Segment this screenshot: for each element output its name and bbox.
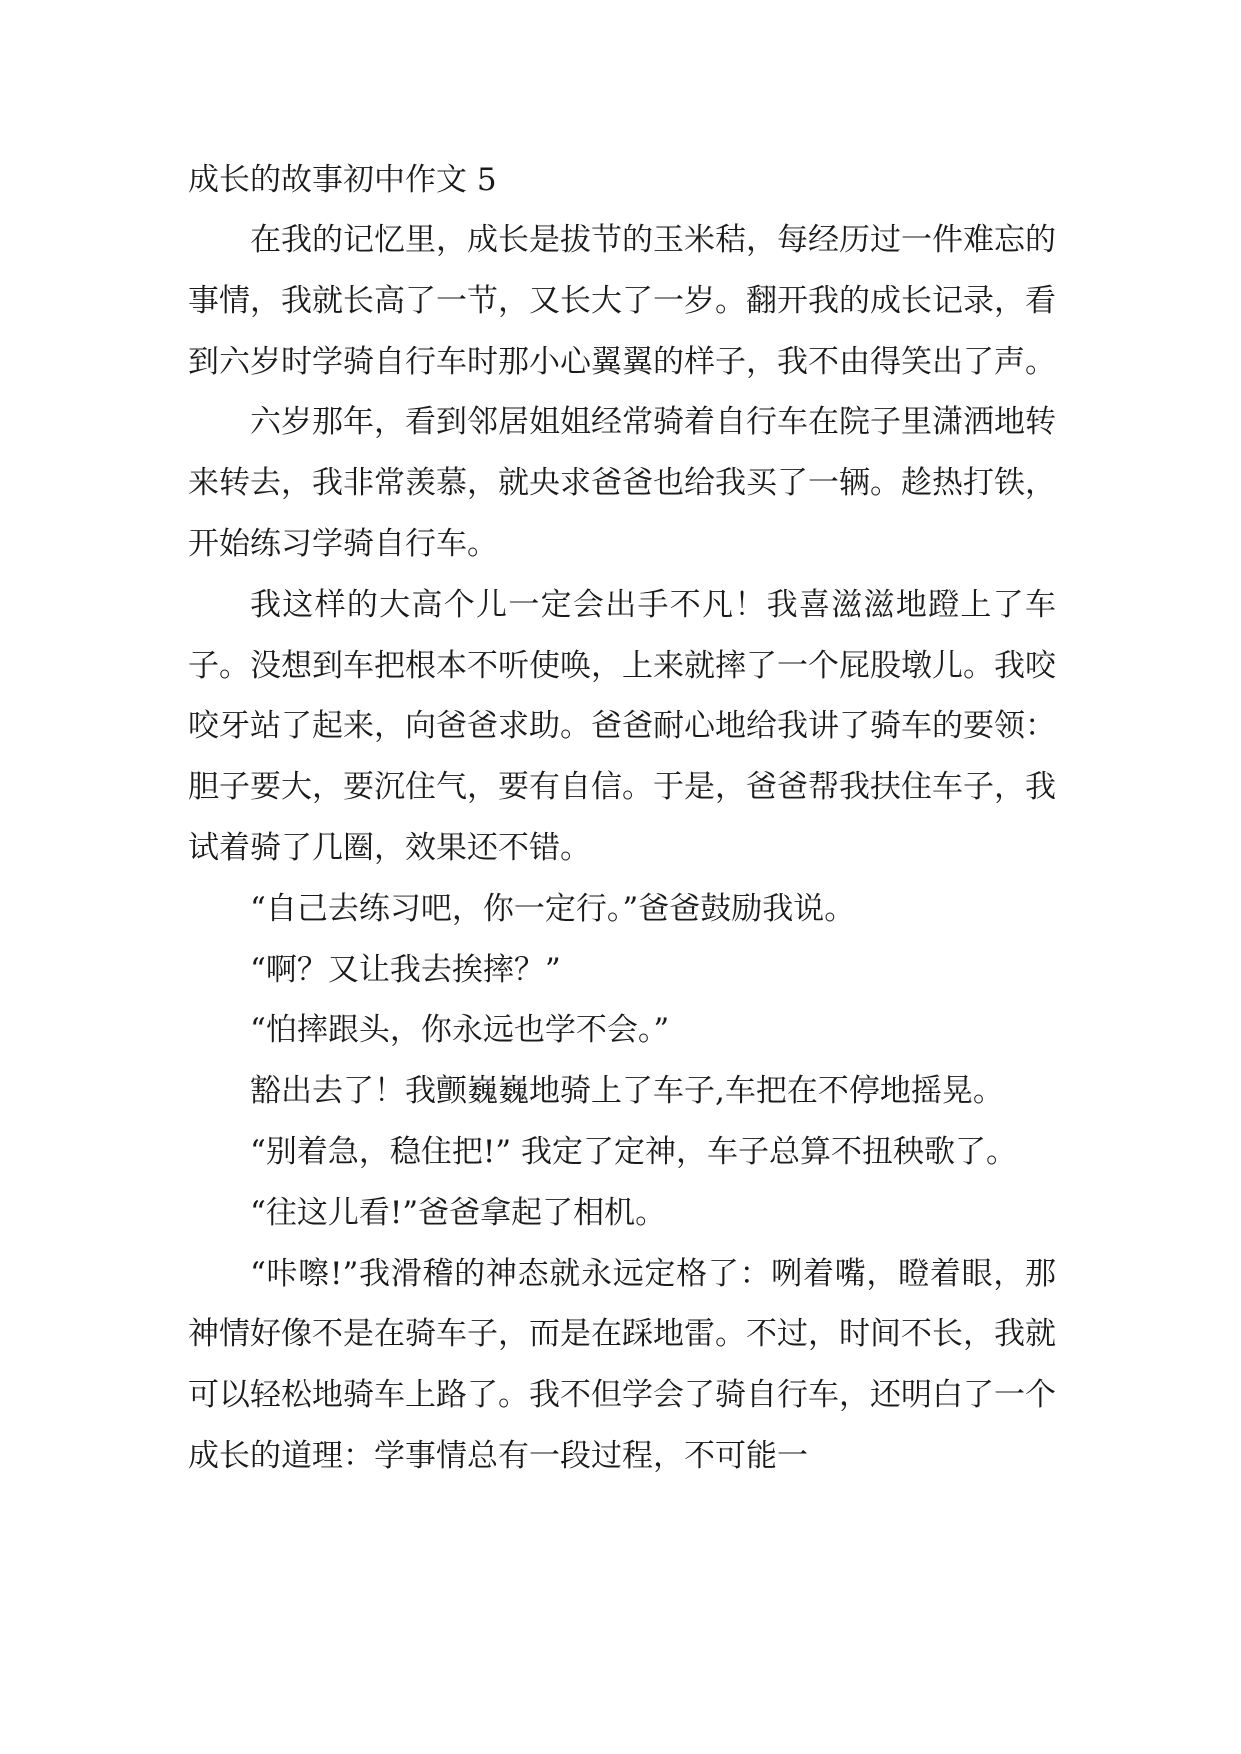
document-page xyxy=(188,150,1056,1487)
paragraph-2: 六岁那年，看到邻居姐姐经常骑着自行车在院子里潇洒地转来转去，我非常羡慕，就央求爸爸也给我买了一辆。趁热打铁，开始练习学骑自行车。 xyxy=(188,404,1056,562)
paragraph-3: 我这样的大高个儿一定会出手不凡！我喜滋滋地蹬上了车子。没想到车把根本不听使唤，上来就摔了一个屁股墩儿。我咬咬牙站了起来，向爸爸求助。爸爸耐心地给我讲了骑车的要领：胆子要大，要沉住气，要有自信。于是，爸爸帮我扶住车子，我试着骑了几圈，效果还不错。 xyxy=(188,586,1056,866)
paragraph-8: “别着急，稳住把!” 我定了定神，车子总算不扭秧歌了。 xyxy=(250,1133,1018,1170)
paragraph-7: 豁出去了！我颤巍巍地骑上了车子,车把在不停地摇晃。 xyxy=(250,1073,1004,1110)
paragraph-4: “自己去练习吧，你一定行。”爸爸鼓励我说。 xyxy=(250,890,856,927)
paragraph-9: “往这儿看!”爸爸拿起了相机。 xyxy=(250,1194,667,1231)
paragraph-10: “咔嚓!”我滑稽的神态就永远定格了：咧着嘴，瞪着眼，那神情好像不是在骑车子，而是在踩地雷。不过，时间不长，我就可以轻松地骑车上路了。我不但学会了骑自行车，还明白了一个成长的道理：学事情总有一段过程，不可能一 xyxy=(188,1255,1056,1474)
paragraph-5: “啊？又让我去挨摔？” xyxy=(250,951,561,988)
paragraph-1: 在我的记忆里，成长是拔节的玉米秸，每经历过一件难忘的事情，我就长高了一节，又长大了一岁。翻开我的成长记录，看到六岁时学骑自行车时那小心翼翼的样子，我不由得笑出了声。 xyxy=(188,222,1056,380)
paragraph-6: “怕摔跟头，你永远也学不会。” xyxy=(250,1012,670,1049)
document-title: 成长的故事初中作文 5 xyxy=(188,162,497,198)
